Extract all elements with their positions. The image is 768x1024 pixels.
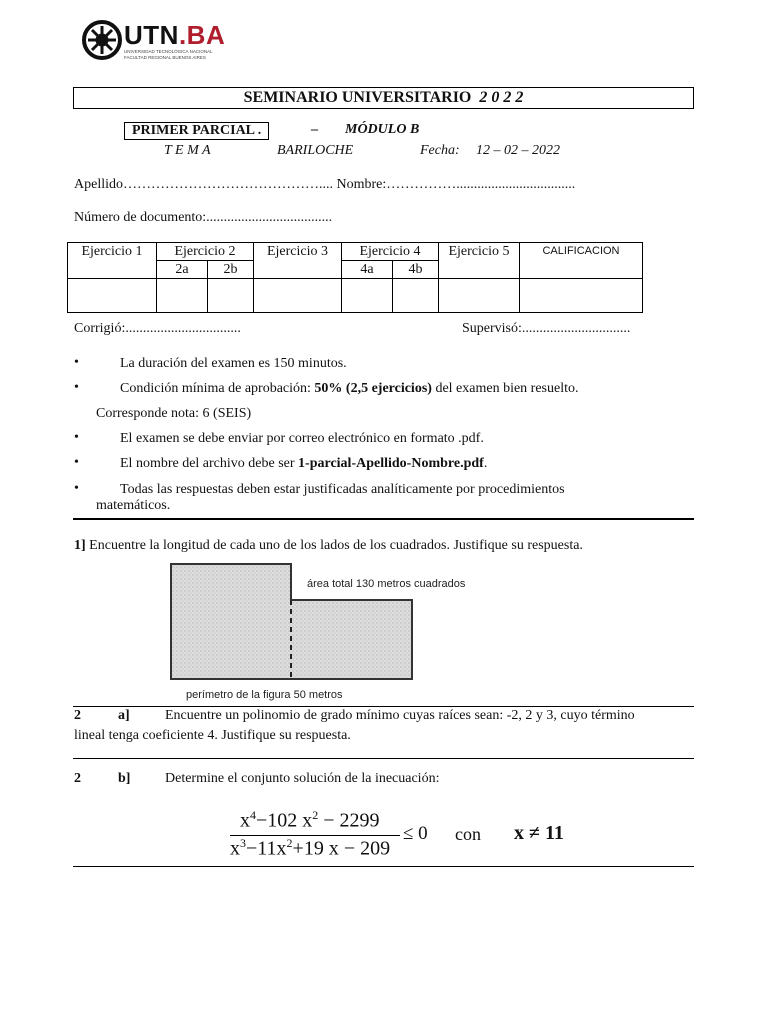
rule-item: El nombre del archivo debe ser 1-parcial-Apellido-Nombre.pdf.: [120, 456, 488, 471]
divider: [73, 758, 694, 759]
figure-perimeter-label: perímetro de la figura 50 metros: [186, 689, 343, 701]
bullet-icon: •: [74, 455, 79, 470]
bullet-icon: •: [74, 430, 79, 445]
rule-item: La duración del examen es 150 minutos.: [120, 356, 347, 371]
table-header: CALIFICACION: [520, 243, 643, 279]
modulo-label: MÓDULO B: [345, 122, 420, 137]
page-title: SEMINARIO UNIVERSITARIO 2 0 2 2: [73, 87, 694, 109]
utn-emblem-icon: [82, 20, 122, 60]
rule-item: Condición mínima de aprobación: 50% (2,5 ejercicios) del examen bien resuelto.: [120, 381, 579, 396]
table-header: Ejercicio 4: [342, 243, 439, 261]
fraction-numerator: $x^4-102$ $x^2 - 2299$: [240, 808, 380, 832]
exercise-2b-text: Determine el conjunto solución de la inecuación:: [165, 771, 440, 786]
grade-cell[interactable]: [254, 279, 342, 313]
table-header: Ejercicio 2: [157, 243, 254, 261]
rule-item: Todas las respuestas deben estar justificadas analíticamente por procedimientos: [120, 482, 565, 497]
logo-subtitle: UNIVERSIDAD TECNOLÓGICA NACIONAL FACULTAD REGIONAL BUENOS AIRES: [124, 49, 213, 60]
divider: [73, 866, 694, 867]
grade-cell[interactable]: [157, 279, 208, 313]
fecha-label: Fecha:: [420, 143, 460, 158]
table-subheader: 4a: [342, 261, 393, 279]
dash: –: [311, 122, 318, 137]
grade-cell[interactable]: [342, 279, 393, 313]
condition: x ≠ 11: [514, 822, 564, 844]
table-subheader: 2a: [157, 261, 208, 279]
apellido-nombre-field[interactable]: Apellido…………………………………….... Nombre:……………..................................: [74, 177, 576, 192]
documento-field[interactable]: Número de documento:....................................: [74, 210, 333, 225]
bullet-icon: •: [74, 355, 79, 370]
bullet-icon: •: [74, 481, 79, 496]
grade-cell[interactable]: [439, 279, 520, 313]
divider: [73, 706, 694, 707]
table-header: Ejercicio 3: [254, 243, 342, 279]
exercise-2b-sub: b]: [118, 771, 131, 786]
rule-item: El examen se debe enviar por correo electrónico en formato .pdf.: [120, 431, 484, 446]
grade-cell[interactable]: [208, 279, 254, 313]
corrigio-field[interactable]: Corrigió:.................................: [74, 321, 241, 336]
grade-table: [67, 242, 643, 313]
bullet-icon: •: [74, 380, 79, 395]
table-header: Ejercicio 1: [68, 243, 157, 279]
con-label: con: [455, 824, 481, 844]
table-subheader: 4b: [393, 261, 439, 279]
exercise-2a-sub: a]: [118, 708, 130, 723]
exercise-1: 1] Encuentre la longitud de cada uno de los lados de los cuadrados. Justifique su respuesta.: [74, 538, 583, 553]
figure-area-label: área total 130 metros cuadrados: [307, 578, 466, 590]
exercise-2a-text-2: lineal tenga coeficiente 4. Justifique su respuesta.: [74, 728, 351, 743]
grade-cell[interactable]: [68, 279, 157, 313]
superviso-field[interactable]: Supervisó:...............................: [462, 321, 631, 336]
table-subheader: 2b: [208, 261, 254, 279]
parcial-label: PRIMER PARCIAL .: [124, 122, 269, 140]
divider: [73, 518, 694, 520]
inequality-rhs: ≤ 0: [403, 823, 428, 844]
nota-text: Corresponde nota: 6 (SEIS): [96, 406, 252, 421]
rule-item-continuation: matemáticos.: [96, 498, 171, 513]
logo-wordmark: UTN.BA: [124, 20, 226, 50]
fraction-denominator: $x^3-11x^2+19$ x − 209: [230, 836, 391, 860]
grade-cell[interactable]: [520, 279, 643, 313]
grade-cell[interactable]: [393, 279, 439, 313]
exercise-2a-text: Encuentre un polinomio de grado mínimo cuyas raíces sean: -2, 2 y 3, cuyo término: [165, 708, 635, 723]
exercise-2b-number: 2: [74, 771, 81, 786]
exercise-2a-number: 2: [74, 708, 81, 723]
table-header: Ejercicio 5: [439, 243, 520, 279]
tema-label: T E M A: [164, 143, 211, 158]
tema-value: BARILOCHE: [277, 143, 354, 158]
fecha-value: 12 – 02 – 2022: [476, 143, 560, 158]
